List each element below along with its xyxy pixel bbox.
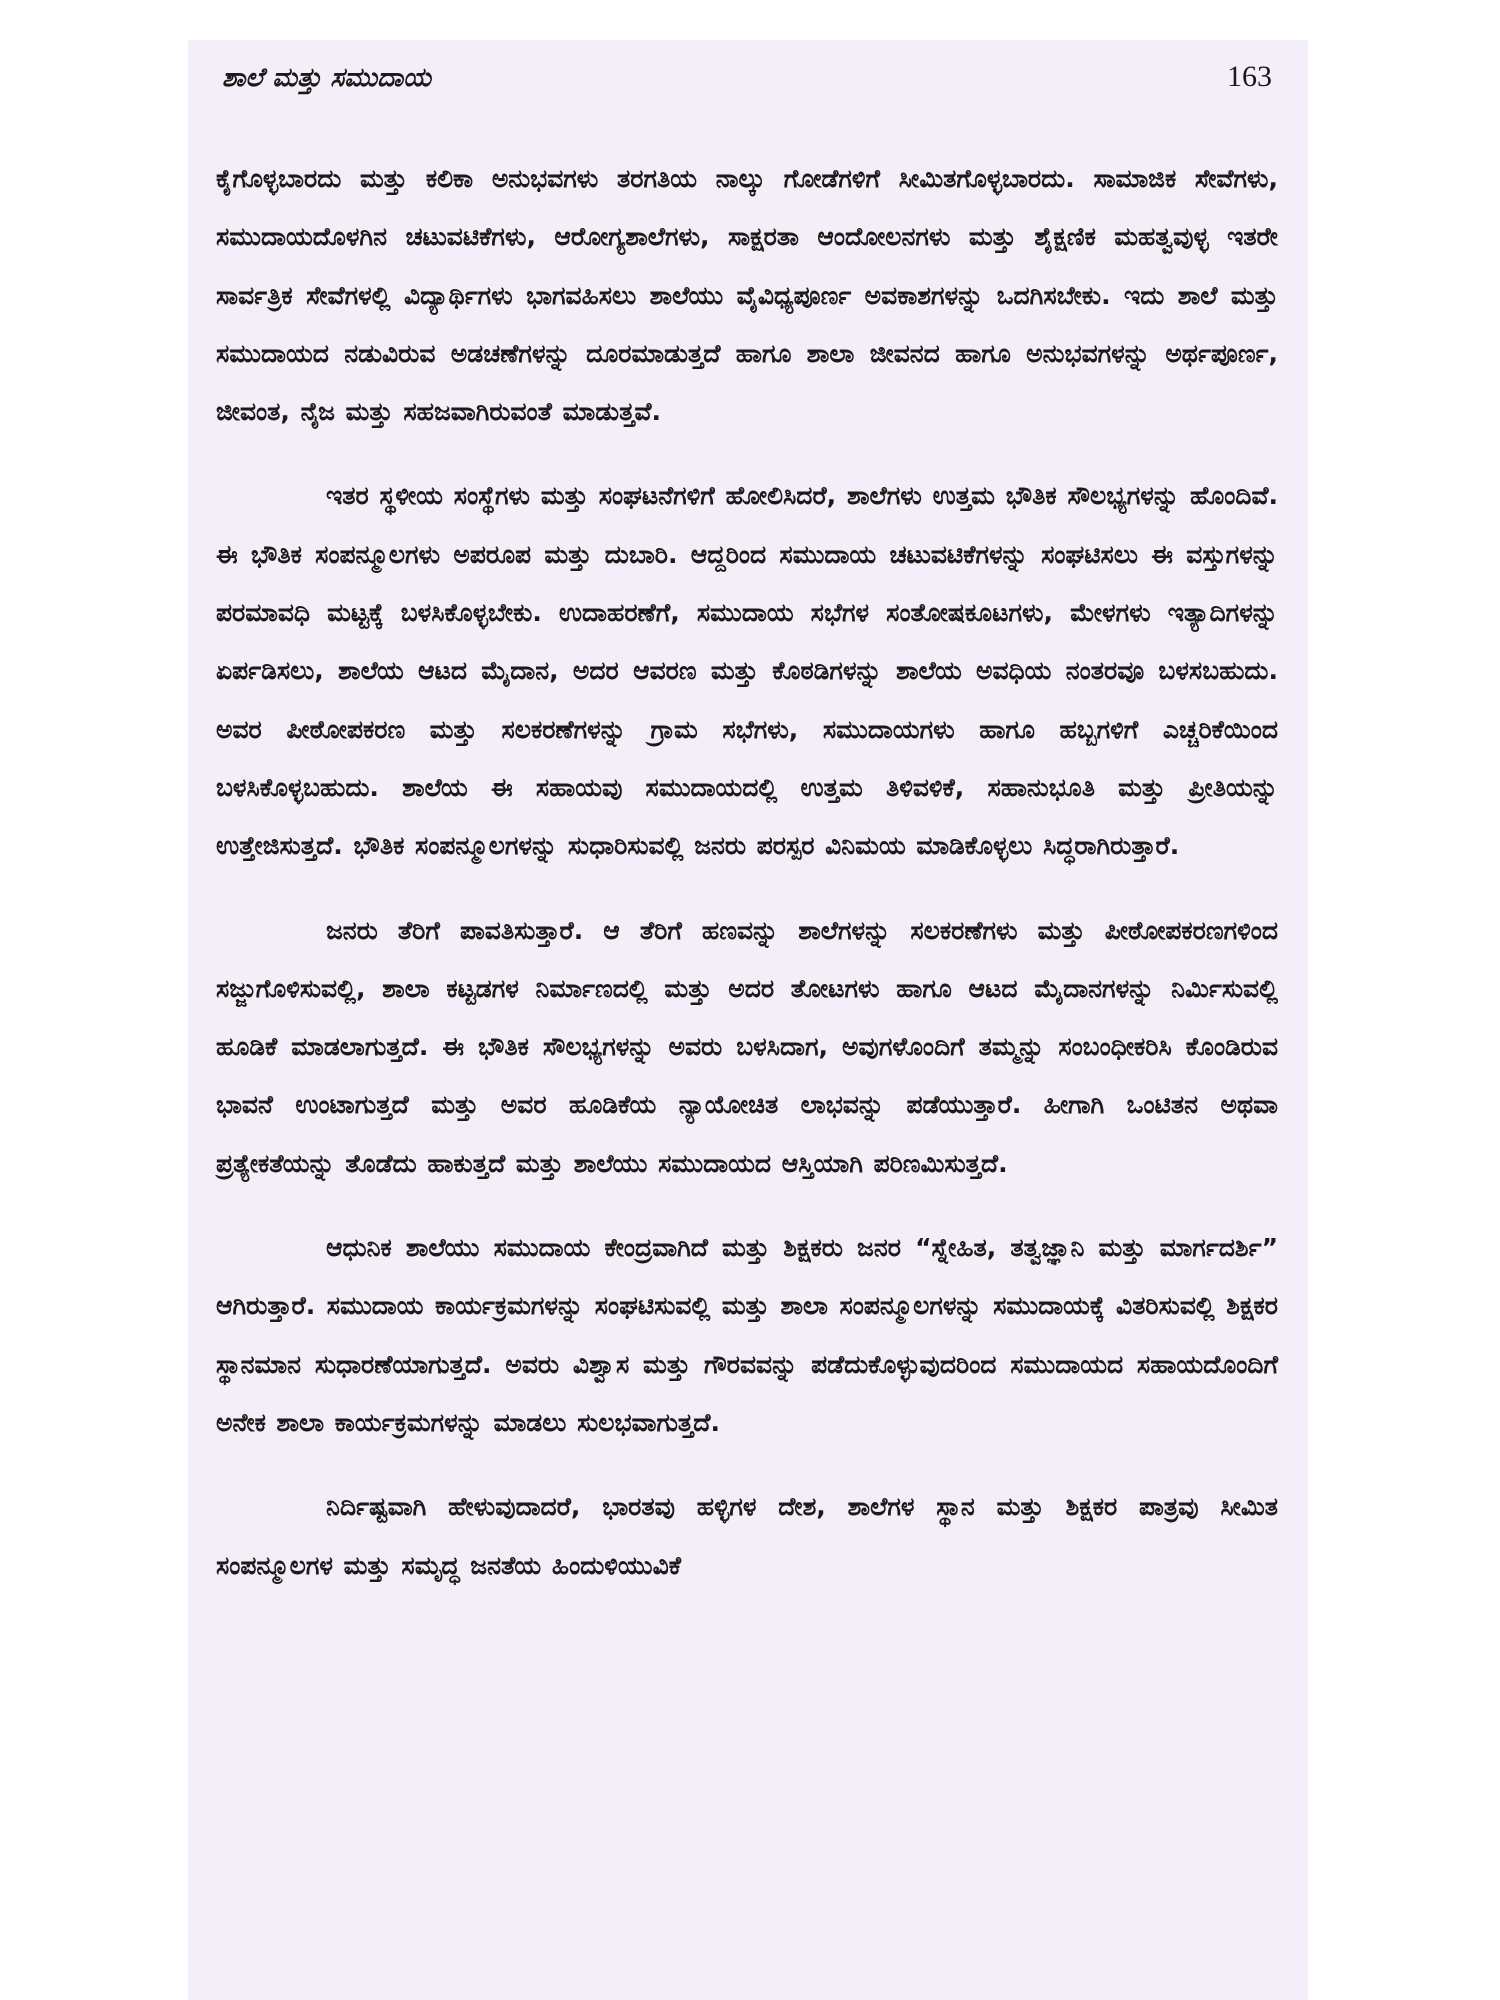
page-body — [216, 150, 1278, 1595]
running-title: ಶಾಲೆ ಮತ್ತು ಸಮುದಾಯ — [222, 63, 432, 93]
paragraph: ಆಧುನಿಕ ಶಾಲೆಯು ಸಮುದಾಯ ಕೇಂದ್ರವಾಗಿದೆ ಮತ್ತು ಶಿಕ್ಷಕರು ಜನರ “ಸ್ನೇಹಿತ, ತತ್ವಜ್ಞಾನಿ ಮತ್ತು ಮಾರ್ಗದರ್ಶಿ” ಆಗಿರುತ್ತಾರೆ. ಸಮುದಾಯ ಕಾರ್ಯಕ್ರಮಗಳನ್ನು ಸಂಘಟಿಸುವಲ್ಲಿ ಮತ್ತು ಶಾಲಾ ಸಂಪನ್ಮೂಲಗಳನ್ನು ಸಮುದಾಯಕ್ಕೆ ವಿತರಿಸುವಲ್ಲಿ ಶಿಕ್ಷಕರ ಸ್ಥಾನಮಾನ ಸುಧಾರಣೆಯಾಗುತ್ತದೆ. ಅವರು ವಿಶ್ವಾಸ ಮತ್ತು ಗೌರವವನ್ನು ಪಡೆದುಕೊಳ್ಳುವುದರಿಂದ ಸಮುದಾಯದ ಸಹಾಯದೊಂದಿಗೆ ಅನೇಕ ಶಾಲಾ ಕಾರ್ಯಕ್ರಮಗಳನ್ನು ಮಾಡಲು ಸುಲಭವಾಗುತ್ತದೆ. — [216, 1233, 1278, 1437]
book-page — [188, 40, 1308, 2000]
page-header — [216, 60, 1278, 120]
paragraph: ಜನರು ತೆರಿಗೆ ಪಾವತಿಸುತ್ತಾರೆ. ಆ ತೆರಿಗೆ ಹಣವನ್ನು ಶಾಲೆಗಳನ್ನು ಸಲಕರಣೆಗಳು ಮತ್ತು ಪೀಠೋಪಕರಣಗಳಿಂದ ಸಜ್ಜುಗೊಳಿಸುವಲ್ಲಿ, ಶಾಲಾ ಕಟ್ಟಡಗಳ ನಿರ್ಮಾಣದಲ್ಲಿ ಮತ್ತು ಅದರ ತೋಟಗಳು ಹಾಗೂ ಆಟದ ಮೈದಾನಗಳನ್ನು ನಿರ್ಮಿಸುವಲ್ಲಿ ಹೂಡಿಕೆ ಮಾಡಲಾಗುತ್ತದೆ. ಈ ಭೌತಿಕ ಸೌಲಭ್ಯಗಳನ್ನು ಅವರು ಬಳಸಿದಾಗ, ಅವುಗಳೊಂದಿಗೆ ತಮ್ಮನ್ನು ಸಂಬಂಧೀಕರಿಸಿ ಕೊಂಡಿರುವ ಭಾವನೆ ಉಂಟಾಗುತ್ತದೆ ಮತ್ತು ಅವರ ಹೂಡಿಕೆಯ ನ್ಯಾಯೋಚಿತ ಲಾಭವನ್ನು ಪಡೆಯುತ್ತಾರೆ. ಹೀಗಾಗಿ ಒಂಟಿತನ ಅಥವಾ ಪ್ರತ್ಯೇಕತೆಯನ್ನು ತೊಡೆದು ಹಾಕುತ್ತದೆ ಮತ್ತು ಶಾಲೆಯು ಸಮುದಾಯದ ಆಸ್ತಿಯಾಗಿ ಪರಿಣಮಿಸುತ್ತದೆ. — [216, 915, 1278, 1178]
paragraph: ನಿರ್ದಿಷ್ಟವಾಗಿ ಹೇಳುವುದಾದರೆ, ಭಾರತವು ಹಳ್ಳಿಗಳ ದೇಶ, ಶಾಲೆಗಳ ಸ್ಥಾನ ಮತ್ತು ಶಿಕ್ಷಕರ ಪಾತ್ರವು ಸೀಮಿತ ಸಂಪನ್ಮೂಲಗಳ ಮತ್ತು ಸಮೃದ್ಧ ಜನತೆಯ ಹಿಂದುಳಿಯುವಿಕೆ — [216, 1492, 1278, 1580]
paragraph: ಕೈಗೊಳ್ಳಬಾರದು ಮತ್ತು ಕಲಿಕಾ ಅನುಭವಗಳು ತರಗತಿಯ ನಾಲ್ಕು ಗೋಡೆಗಳಿಗೆ ಸೀಮಿತಗೊಳ್ಳಬಾರದು. ಸಾಮಾಜಿಕ ಸೇವೆಗಳು, ಸಮುದಾಯದೊಳಗಿನ ಚಟುವಟಿಕೆಗಳು, ಆರೋಗ್ಯಶಾಲೆಗಳು, ಸಾಕ್ಷರತಾ ಆಂದೋಲನಗಳು ಮತ್ತು ಶೈಕ್ಷಣಿಕ ಮಹತ್ವವುಳ್ಳ ಇತರೇ ಸಾರ್ವತ್ರಿಕ ಸೇವೆಗಳಲ್ಲಿ ವಿದ್ಯಾರ್ಥಿಗಳು ಭಾಗವಹಿಸಲು ಶಾಲೆಯು ವೈವಿಧ್ಯಪೂರ್ಣ ಅವಕಾಶಗಳನ್ನು ಒದಗಿಸಬೇಕು. ಇದು ಶಾಲೆ ಮತ್ತು ಸಮುದಾಯದ ನಡುವಿರುವ ಅಡಚಣೆಗಳನ್ನು ದೂರಮಾಡುತ್ತದೆ ಹಾಗೂ ಶಾಲಾ ಜೀವನದ ಹಾಗೂ ಅನುಭವಗಳನ್ನು ಅರ್ಥಪೂರ್ಣ, ಜೀವಂತ, ನೈಜ ಮತ್ತು ಸಹಜವಾಗಿರುವಂತೆ ಮಾಡುತ್ತವೆ. — [216, 164, 1278, 427]
page-number: 163 — [1227, 60, 1272, 93]
paragraph: ಇತರ ಸ್ಥಳೀಯ ಸಂಸ್ಥೆಗಳು ಮತ್ತು ಸಂಘಟನೆಗಳಿಗೆ ಹೋಲಿಸಿದರೆ, ಶಾಲೆಗಳು ಉತ್ತಮ ಭೌತಿಕ ಸೌಲಭ್ಯಗಳನ್ನು ಹೊಂದಿವೆ. ಈ ಭೌತಿಕ ಸಂಪನ್ಮೂಲಗಳು ಅಪರೂಪ ಮತ್ತು ದುಬಾರಿ. ಆದ್ದರಿಂದ ಸಮುದಾಯ ಚಟುವಟಿಕೆಗಳನ್ನು ಸಂಘಟಿಸಲು ಈ ವಸ್ತುಗಳನ್ನು ಪರಮಾವಧಿ ಮಟ್ಟಕ್ಕೆ ಬಳಸಿಕೊಳ್ಳಬೇಕು. ಉದಾಹರಣೆಗೆ, ಸಮುದಾಯ ಸಭೆಗಳ ಸಂತೋಷಕೂಟಗಳು, ಮೇಳಗಳು ಇತ್ಯಾದಿಗಳನ್ನು ಏರ್ಪಡಿಸಲು, ಶಾಲೆಯ ಆಟದ ಮೈದಾನ, ಅದರ ಆವರಣ ಮತ್ತು ಕೊಠಡಿಗಳನ್ನು ಶಾಲೆಯ ಅವಧಿಯ ನಂತರವೂ ಬಳಸಬಹುದು. ಅವರ ಪೀಠೋಪಕರಣ ಮತ್ತು ಸಲಕರಣೆಗಳನ್ನು ಗ್ರಾಮ ಸಭೆಗಳು, ಸಮುದಾಯಗಳು ಹಾಗೂ ಹಬ್ಬಗಳಿಗೆ ಎಚ್ಚರಿಕೆಯಿಂದ ಬಳಸಿಕೊಳ್ಳಬಹುದು. ಶಾಲೆಯ ಈ ಸಹಾಯವು ಸಮುದಾಯದಲ್ಲಿ ಉತ್ತಮ ತಿಳಿವಳಿಕೆ, ಸಹಾನುಭೂತಿ ಮತ್ತು ಪ್ರೀತಿಯನ್ನು ಉತ್ತೇಜಿಸುತ್ತದೆ. ಭೌತಿಕ ಸಂಪನ್ಮೂಲಗಳನ್ನು ಸುಧಾರಿಸುವಲ್ಲಿ ಜನರು ಪರಸ್ಪರ ವಿನಿಮಯ ಮಾಡಿಕೊಳ್ಳಲು ಸಿದ್ಧರಾಗಿರುತ್ತಾರೆ. — [216, 481, 1278, 861]
